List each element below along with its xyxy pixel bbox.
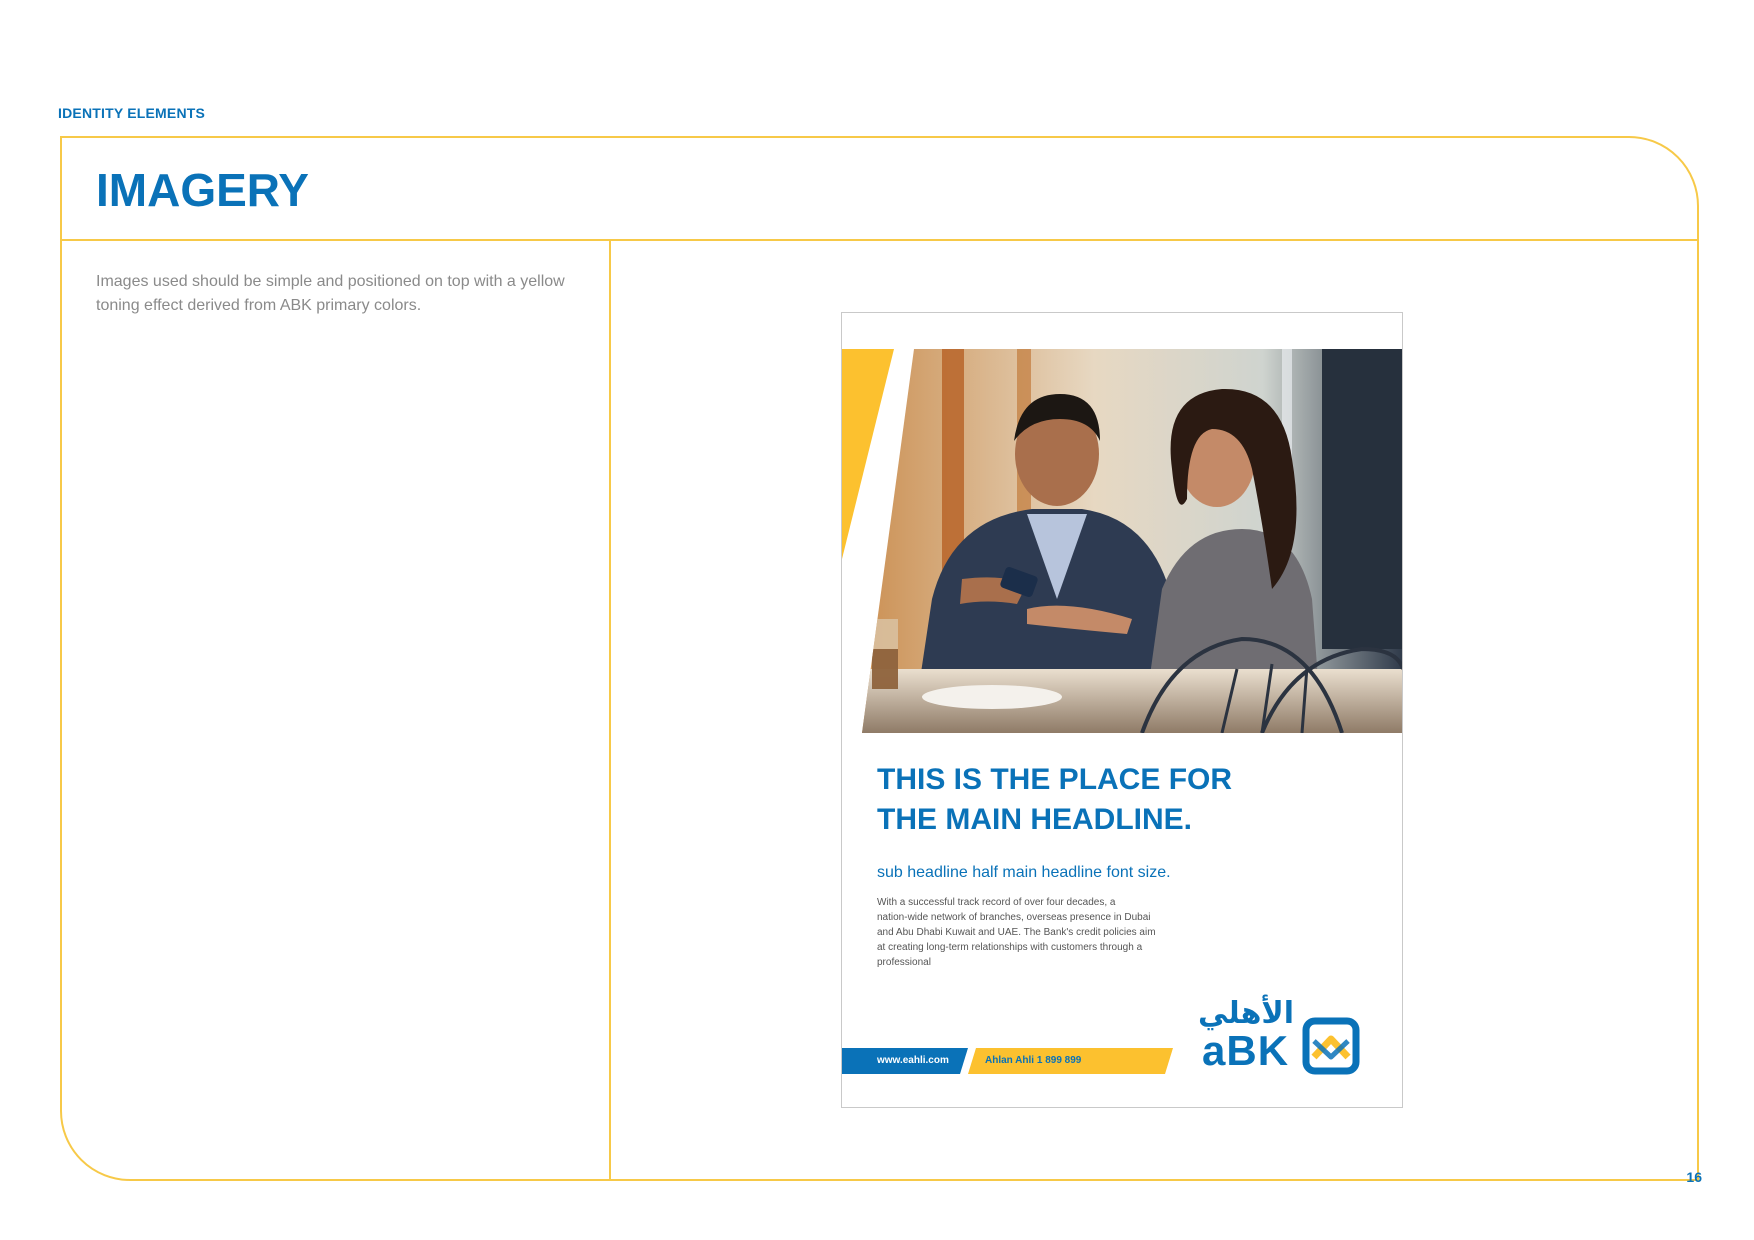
page-number: 16: [1686, 1169, 1702, 1185]
poster-headline: [877, 760, 1357, 840]
poster-body-line-3: and Abu Dhabi Kuwait and UAE. The Bank's credit policies aim: [877, 927, 1156, 938]
column-divider: [609, 240, 611, 1179]
website-url: www.eahli.com: [877, 1055, 949, 1066]
page-title: IMAGERY: [96, 164, 309, 216]
title-divider: [62, 239, 1697, 241]
phone-number: Ahlan Ahli 1 899 899: [985, 1055, 1082, 1066]
poster-body-copy: [877, 895, 1197, 970]
abk-logo-arabic: الأهلي: [1197, 996, 1294, 1031]
poster-headline-line-1: THIS IS THE PLACE FOR: [877, 763, 1233, 796]
poster-subheadline: sub headline half main headline font size.: [877, 864, 1171, 881]
abk-emblem-icon: [1302, 1017, 1360, 1075]
poster-mockup: [841, 312, 1403, 1108]
abk-logo-latin: aBK: [1202, 1027, 1290, 1074]
poster-body-line-4: at creating long-term relationships with customers through a: [877, 942, 1143, 953]
poster-body-line-1: With a successful track record of over four decades, a: [877, 897, 1116, 908]
abk-logo: [1197, 993, 1372, 1083]
yellow-accent-shape: [842, 349, 894, 559]
poster-headline-line-2: THE MAIN HEADLINE.: [877, 803, 1192, 836]
poster-body-line-5: professional: [877, 957, 931, 968]
imagery-description: Images used should be simple and positioned on top with a yellow toning effect derived from ABK primary colors.: [96, 273, 565, 314]
section-label: IDENTITY ELEMENTS: [58, 105, 206, 121]
poster-photo: [842, 349, 1403, 733]
poster-body-line-2: nation-wide network of branches, overseas presence in Dubai: [877, 912, 1151, 923]
